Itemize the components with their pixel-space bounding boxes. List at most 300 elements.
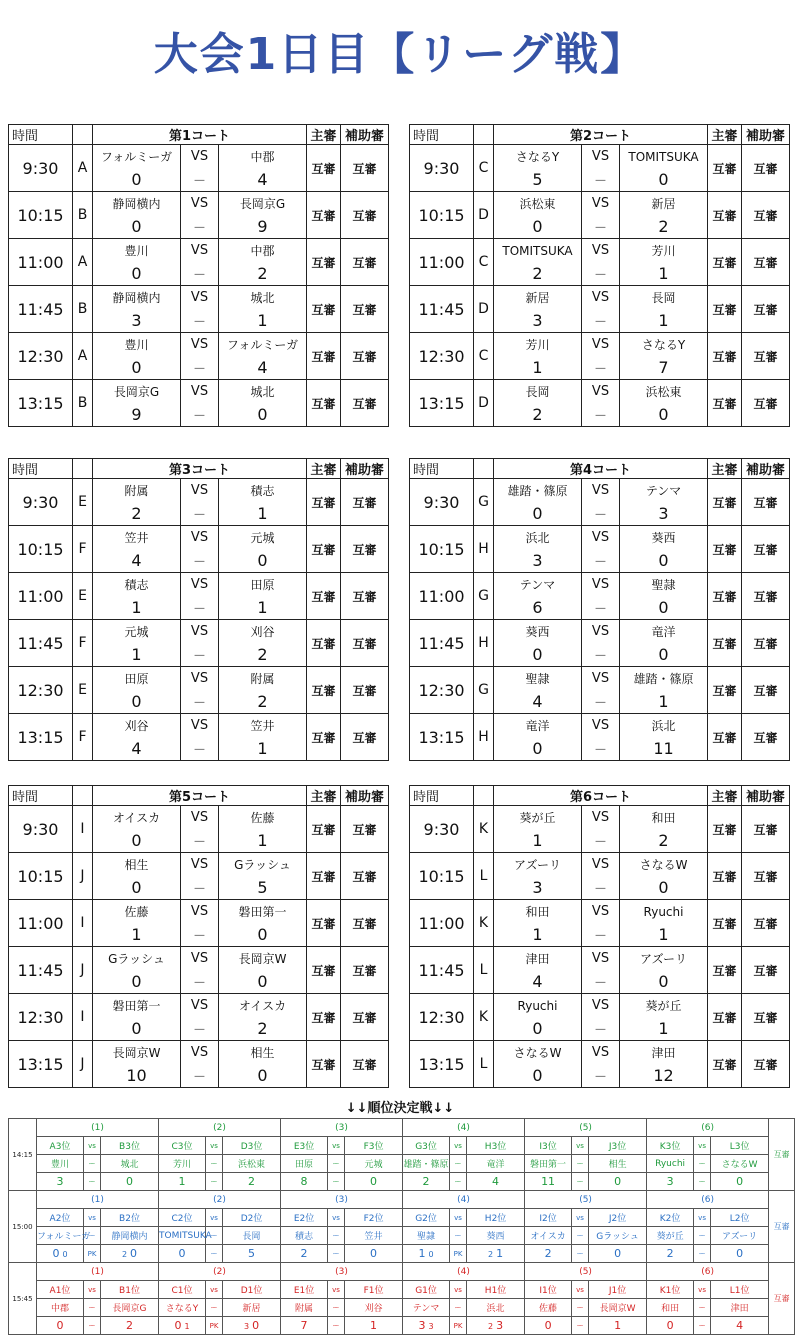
vs-label: VS: [181, 900, 219, 924]
away-team: 竜洋: [467, 1155, 525, 1173]
home-team: 豊川: [37, 1155, 84, 1173]
assist-ref-header: 補助審: [341, 125, 389, 145]
home-team: 聖隷: [403, 1227, 450, 1245]
slot-away: D2位: [223, 1209, 281, 1227]
vs-label: vs: [206, 1281, 223, 1299]
away-team: 芳川: [620, 239, 708, 263]
away-team: 葵西: [467, 1227, 525, 1245]
pk-or-dash: [572, 1245, 589, 1263]
away-score-value: 1: [370, 1319, 378, 1332]
home-team: フォルミーガ: [93, 145, 181, 169]
dash-separator: －: [582, 502, 620, 526]
vs-label: VS: [582, 192, 620, 216]
pk-or-dash: [572, 1317, 589, 1335]
pk-home-value: 0: [428, 1250, 434, 1259]
away-score-value: 0: [614, 1175, 622, 1188]
main-referee: 互審: [708, 667, 742, 714]
match-group: C: [474, 239, 494, 286]
assist-referee: 互審: [341, 947, 389, 994]
court-name: 第3コート: [93, 459, 307, 479]
pk-home-value: 1: [184, 1322, 190, 1331]
dash-separator: ー: [576, 1177, 584, 1186]
pk-or-dash: [206, 1245, 223, 1263]
match-time: 10:15: [9, 853, 73, 900]
vs-label: VS: [181, 947, 219, 971]
home-team: 葵西: [494, 620, 582, 644]
away-score: 3: [620, 502, 708, 526]
away-score: 2: [620, 215, 708, 239]
home-team: オイスカ: [525, 1227, 572, 1245]
main-referee: 互審: [307, 573, 341, 620]
dash-separator: －: [582, 262, 620, 286]
vs-label: vs: [694, 1281, 711, 1299]
slot-home: K1位: [647, 1281, 694, 1299]
group-header: [474, 125, 494, 145]
dash-separator: －: [181, 502, 219, 526]
match-group: H: [474, 714, 494, 761]
match-time: 13:15: [410, 380, 474, 427]
time-header: 時間: [9, 125, 73, 145]
home-score: 10: [93, 1064, 181, 1088]
assist-referee: 互審: [742, 667, 790, 714]
home-score-value: 2: [666, 1247, 674, 1260]
match-time: 11:45: [9, 620, 73, 667]
main-referee: 互審: [708, 573, 742, 620]
main-referee: 互審: [708, 145, 742, 192]
assist-referee: 互審: [742, 620, 790, 667]
home-team: 笠井: [93, 526, 181, 550]
home-score: 2: [494, 262, 582, 286]
away-team: テンマ: [620, 479, 708, 503]
away-score: [589, 1245, 647, 1263]
match-time: 11:00: [9, 900, 73, 947]
dash-separator: －: [181, 737, 219, 761]
main-referee: 互審: [708, 380, 742, 427]
away-team: 田原: [219, 573, 307, 597]
away-score: 0: [219, 403, 307, 427]
round-referee: 互審: [769, 1119, 795, 1191]
away-team: オイスカ: [219, 994, 307, 1018]
home-score: 0: [93, 168, 181, 192]
match-group: G: [474, 667, 494, 714]
dash-separator: ー: [210, 1177, 218, 1186]
vs-label: VS: [582, 994, 620, 1018]
group-header: [474, 459, 494, 479]
dash-separator: ー: [572, 1299, 589, 1317]
slot-home: K3位: [647, 1137, 694, 1155]
away-score: [223, 1173, 281, 1191]
away-team: フォルミーガ: [219, 333, 307, 357]
dash-separator: －: [181, 1064, 219, 1088]
away-score: 0: [620, 876, 708, 900]
assist-referee: 互審: [742, 947, 790, 994]
match-time: 11:45: [410, 620, 474, 667]
match-group: H: [474, 526, 494, 573]
main-referee: 互審: [307, 145, 341, 192]
ranking-label: ↓↓順位決定戦↓↓: [345, 1101, 455, 1116]
match-time: 12:30: [410, 667, 474, 714]
home-score-value: 0: [666, 1319, 674, 1332]
vs-label: vs: [84, 1209, 101, 1227]
dash-separator: ー: [328, 1227, 345, 1245]
slot-away: H2位: [467, 1209, 525, 1227]
away-team: 長岡京G: [101, 1299, 159, 1317]
dash-separator: －: [181, 829, 219, 853]
away-team: 磐田第一: [219, 900, 307, 924]
assist-referee: 互審: [742, 333, 790, 380]
game-number: (2): [159, 1191, 281, 1209]
home-team: 磐田第一: [525, 1155, 572, 1173]
assist-ref-header: 補助審: [742, 786, 790, 806]
away-score: 1: [219, 737, 307, 761]
away-score-value: 0: [126, 1175, 133, 1188]
home-team: 刈谷: [93, 714, 181, 738]
main-referee: 互審: [307, 380, 341, 427]
assist-referee: 互審: [742, 380, 790, 427]
home-score-value: 0: [56, 1319, 64, 1332]
round-referee: 互審: [769, 1263, 795, 1335]
home-score: 0: [494, 215, 582, 239]
away-team: 長岡京G: [219, 192, 307, 216]
vs-label: VS: [582, 667, 620, 691]
time-header: 時間: [9, 786, 73, 806]
away-score: [345, 1245, 403, 1263]
game-number: (5): [525, 1119, 647, 1137]
match-group: D: [474, 380, 494, 427]
home-team: 竜洋: [494, 714, 582, 738]
pk-label: PK: [453, 1249, 463, 1258]
main-referee: 互審: [307, 667, 341, 714]
home-team: Ryuchi: [494, 994, 582, 1018]
home-score: 0: [93, 215, 181, 239]
dash-separator: ー: [450, 1155, 467, 1173]
home-team: 芳川: [159, 1155, 206, 1173]
away-score-value: 3: [496, 1319, 504, 1332]
match-group: G: [474, 573, 494, 620]
ranking-table: [8, 1118, 795, 1335]
match-time: 11:00: [410, 239, 474, 286]
court-table: [8, 124, 389, 427]
away-team: 雄踏・篠原: [620, 667, 708, 691]
pk-or-dash: [694, 1173, 711, 1191]
match-time: 10:15: [9, 192, 73, 239]
assist-referee: 互審: [341, 994, 389, 1041]
away-score: 12: [620, 1064, 708, 1088]
dash-separator: －: [181, 403, 219, 427]
away-team: 長岡: [223, 1227, 281, 1245]
round-time: 15:00: [9, 1191, 37, 1263]
home-team: オイスカ: [93, 806, 181, 830]
round-referee: 互審: [769, 1191, 795, 1263]
dash-separator: －: [181, 356, 219, 380]
slot-away: F2位: [345, 1209, 403, 1227]
away-score: 1: [620, 262, 708, 286]
slot-away: B3位: [101, 1137, 159, 1155]
home-team: TOMITSUKA: [494, 239, 582, 263]
main-referee: 互審: [307, 806, 341, 853]
vs-label: VS: [582, 853, 620, 877]
game-number: (5): [525, 1263, 647, 1281]
home-score-value: 1: [418, 1247, 426, 1260]
match-group: B: [73, 192, 93, 239]
away-score: [589, 1317, 647, 1335]
assist-referee: 互審: [742, 286, 790, 333]
home-score: 4: [494, 690, 582, 714]
away-score: 9: [219, 215, 307, 239]
vs-label: VS: [582, 380, 620, 404]
court-name: 第5コート: [93, 786, 307, 806]
match-group: B: [73, 286, 93, 333]
match-time: 11:00: [9, 573, 73, 620]
pk-label: PK: [87, 1249, 97, 1258]
match-group: I: [73, 806, 93, 853]
pk-or-dash: [694, 1317, 711, 1335]
pk-or-dash: [84, 1245, 101, 1263]
main-referee: 互審: [708, 239, 742, 286]
home-score: 0: [93, 356, 181, 380]
away-team: 葵が丘: [620, 994, 708, 1018]
away-team: 相生: [589, 1155, 647, 1173]
court-name: 第4コート: [494, 459, 708, 479]
court-table: [8, 785, 389, 1088]
home-team: 芳川: [494, 333, 582, 357]
assist-referee: 互審: [341, 286, 389, 333]
away-score: [589, 1173, 647, 1191]
game-number: (6): [647, 1263, 769, 1281]
dash-separator: －: [181, 1017, 219, 1041]
home-score-value: 2: [544, 1247, 552, 1260]
match-group: D: [474, 192, 494, 239]
dash-separator: －: [582, 403, 620, 427]
match-time: 12:30: [410, 333, 474, 380]
slot-home: I2位: [525, 1209, 572, 1227]
home-team: 豊川: [93, 333, 181, 357]
home-score-value: 3: [56, 1175, 64, 1188]
match-time: 9:30: [9, 145, 73, 192]
dash-separator: －: [181, 690, 219, 714]
away-score: [101, 1317, 159, 1335]
home-score: [647, 1245, 694, 1263]
away-team: 浜松東: [620, 380, 708, 404]
main-ref-header: 主審: [708, 459, 742, 479]
pk-or-dash: [328, 1317, 345, 1335]
game-number: (3): [281, 1263, 403, 1281]
pk-or-dash: [206, 1317, 223, 1335]
slot-away: J3位: [589, 1137, 647, 1155]
dash-separator: ー: [694, 1299, 711, 1317]
home-team: 浜北: [494, 526, 582, 550]
vs-label: vs: [328, 1137, 345, 1155]
home-score: [159, 1173, 206, 1191]
main-referee: 互審: [708, 853, 742, 900]
pk-or-dash: [206, 1173, 223, 1191]
slot-home: C3位: [159, 1137, 206, 1155]
away-score: 7: [620, 356, 708, 380]
home-team: 佐藤: [93, 900, 181, 924]
dash-separator: －: [582, 923, 620, 947]
home-score: 0: [93, 1017, 181, 1041]
match-group: K: [474, 806, 494, 853]
vs-label: VS: [181, 806, 219, 830]
away-score: 0: [219, 970, 307, 994]
match-time: 9:30: [9, 479, 73, 526]
vs-label: vs: [694, 1137, 711, 1155]
home-team: 和田: [647, 1299, 694, 1317]
time-header: 時間: [410, 125, 474, 145]
away-score: 1: [620, 923, 708, 947]
time-header: 時間: [410, 459, 474, 479]
home-score: 3: [494, 876, 582, 900]
home-score-value: 7: [300, 1319, 308, 1332]
home-score-value: 0: [52, 1247, 60, 1260]
vs-label: VS: [582, 947, 620, 971]
dash-separator: ー: [88, 1321, 96, 1330]
home-team: さなるW: [494, 1041, 582, 1065]
pk-or-dash: [328, 1245, 345, 1263]
slot-home: G3位: [403, 1137, 450, 1155]
away-team: 元城: [219, 526, 307, 550]
match-group: L: [474, 947, 494, 994]
main-ref-header: 主審: [708, 125, 742, 145]
away-score: 1: [219, 502, 307, 526]
vs-label: VS: [582, 1041, 620, 1065]
away-team: TOMITSUKA: [620, 145, 708, 169]
match-time: 13:15: [410, 1041, 474, 1088]
assist-referee: 互審: [341, 806, 389, 853]
match-group: A: [73, 239, 93, 286]
home-team: 葵が丘: [494, 806, 582, 830]
main-referee: 互審: [307, 714, 341, 761]
home-team: 葵が丘: [647, 1227, 694, 1245]
dash-separator: －: [582, 690, 620, 714]
main-referee: 互審: [307, 333, 341, 380]
game-number: (3): [281, 1119, 403, 1137]
slot-away: F3位: [345, 1137, 403, 1155]
dash-separator: ー: [206, 1155, 223, 1173]
dash-separator: －: [181, 596, 219, 620]
pk-or-dash: [450, 1245, 467, 1263]
vs-label: VS: [582, 479, 620, 503]
home-team: 附属: [93, 479, 181, 503]
away-score-value: 2: [126, 1319, 133, 1332]
main-referee: 互審: [307, 239, 341, 286]
home-score: [525, 1317, 572, 1335]
home-team: テンマ: [403, 1299, 450, 1317]
away-score: 2: [219, 262, 307, 286]
match-time: 10:15: [410, 853, 474, 900]
game-number: (4): [403, 1263, 525, 1281]
slot-home: K2位: [647, 1209, 694, 1227]
dash-separator: ー: [572, 1227, 589, 1245]
vs-label: VS: [582, 526, 620, 550]
time-header: 時間: [410, 786, 474, 806]
home-score-value: 3: [666, 1175, 674, 1188]
dash-separator: ー: [84, 1227, 101, 1245]
vs-label: VS: [181, 620, 219, 644]
away-team: 中郡: [219, 145, 307, 169]
away-team: アズーリ: [711, 1227, 769, 1245]
vs-label: VS: [582, 714, 620, 738]
away-score: 1: [219, 596, 307, 620]
away-team: 元城: [345, 1155, 403, 1173]
slot-away: B1位: [101, 1281, 159, 1299]
home-team: 和田: [494, 900, 582, 924]
main-referee: 互審: [307, 479, 341, 526]
match-time: 9:30: [9, 806, 73, 853]
assist-referee: 互審: [341, 192, 389, 239]
home-team: アズーリ: [494, 853, 582, 877]
match-group: D: [474, 286, 494, 333]
home-score: [159, 1317, 206, 1335]
home-score-value: 11: [541, 1175, 556, 1188]
dash-separator: ー: [84, 1155, 101, 1173]
match-time: 11:45: [410, 286, 474, 333]
slot-away: D1位: [223, 1281, 281, 1299]
away-score: 0: [620, 168, 708, 192]
main-referee: 互審: [708, 714, 742, 761]
court-table: [409, 124, 790, 427]
match-time: 11:00: [410, 900, 474, 947]
home-score-value: 0: [178, 1247, 186, 1260]
assist-referee: 互審: [341, 333, 389, 380]
assist-referee: 互審: [341, 900, 389, 947]
slot-away: L3位: [711, 1137, 769, 1155]
vs-label: vs: [572, 1137, 589, 1155]
away-team: 竜洋: [620, 620, 708, 644]
dash-separator: －: [181, 168, 219, 192]
home-score: [647, 1173, 694, 1191]
away-team: Gラッシュ: [589, 1227, 647, 1245]
away-score-value: 0: [370, 1247, 378, 1260]
away-team: 長岡: [620, 286, 708, 310]
dash-separator: ー: [698, 1321, 706, 1330]
assist-referee: 互審: [742, 900, 790, 947]
group-header: [73, 125, 93, 145]
home-score: 1: [93, 643, 181, 667]
assist-ref-header: 補助審: [341, 786, 389, 806]
assist-referee: 互審: [341, 526, 389, 573]
home-score: 4: [93, 549, 181, 573]
match-group: I: [73, 900, 93, 947]
home-team: 静岡横内: [93, 192, 181, 216]
home-score: 0: [494, 737, 582, 761]
slot-home: E2位: [281, 1209, 328, 1227]
slot-home: G2位: [403, 1209, 450, 1227]
vs-label: VS: [181, 333, 219, 357]
pk-home-value: 0: [62, 1250, 68, 1259]
game-number: (1): [37, 1191, 159, 1209]
vs-label: vs: [572, 1281, 589, 1299]
pk-away-value: 2: [121, 1250, 128, 1259]
assist-referee: 互審: [341, 239, 389, 286]
home-score: 3: [93, 309, 181, 333]
home-score-value: 0: [174, 1319, 182, 1332]
dash-separator: ー: [332, 1249, 340, 1258]
away-team: 聖隷: [620, 573, 708, 597]
slot-home: C2位: [159, 1209, 206, 1227]
match-group: A: [73, 333, 93, 380]
pk-away-value: 3: [243, 1322, 250, 1331]
home-score: [403, 1173, 450, 1191]
match-group: C: [474, 333, 494, 380]
vs-label: vs: [328, 1209, 345, 1227]
slot-away: J2位: [589, 1209, 647, 1227]
assist-referee: 互審: [742, 573, 790, 620]
away-score: [345, 1173, 403, 1191]
vs-label: VS: [181, 239, 219, 263]
slot-home: I1位: [525, 1281, 572, 1299]
assist-referee: 互審: [341, 573, 389, 620]
